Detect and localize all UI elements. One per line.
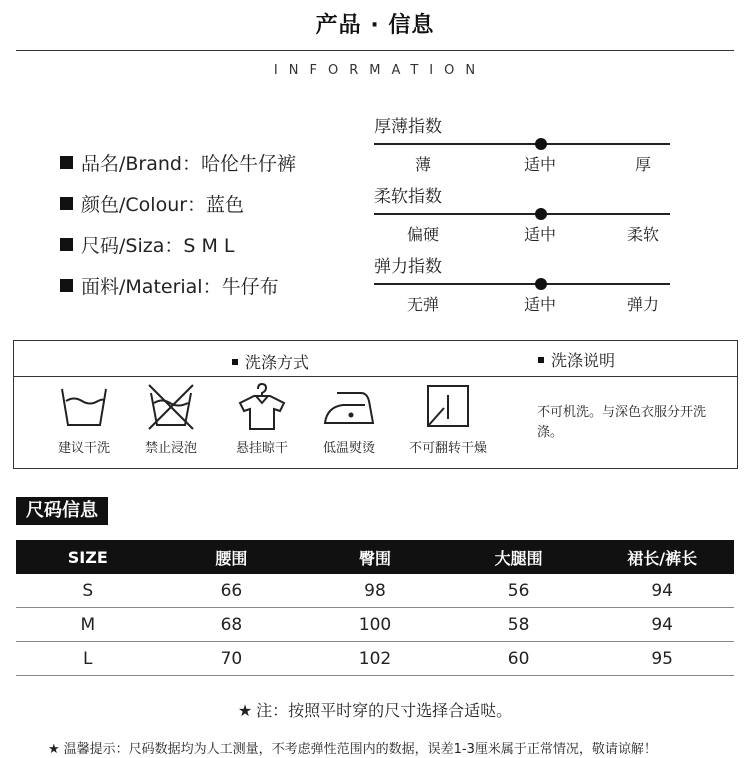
- care-item: [212, 383, 312, 456]
- spec-list: [60, 142, 296, 306]
- care-description: 不可机洗。与深色衣服分开洗涤。: [537, 405, 707, 440]
- table-cell: 68: [220, 614, 243, 635]
- bullet-square-icon: [538, 357, 544, 363]
- page-title: 产品 · 信息: [315, 13, 435, 38]
- dry-clean-basin-icon: [58, 383, 110, 431]
- size-note-text: 注：按照平时穿的尺寸选择合适哒。: [256, 701, 513, 720]
- scale-label: 柔软: [626, 225, 659, 244]
- care-label: 不可翻转干燥: [408, 441, 487, 456]
- spec-item-material: [60, 265, 296, 306]
- title-divider: [16, 50, 734, 51]
- scale-label: 适中: [523, 155, 556, 174]
- care-header: [14, 341, 737, 377]
- spec-item-colour: [60, 183, 296, 224]
- scale-marker-icon: [535, 278, 547, 290]
- table-row: [16, 574, 734, 608]
- table-cell: 94: [651, 580, 673, 601]
- scale-label: 适中: [523, 225, 556, 244]
- low-iron-icon: [321, 383, 377, 431]
- softness-scale: [374, 182, 670, 252]
- warm-tip: [48, 738, 657, 757]
- bullet-square-icon: [60, 238, 73, 251]
- table-cell: 98: [364, 580, 386, 601]
- spec-item-brand: [60, 142, 296, 183]
- care-panel: [13, 340, 738, 469]
- scale-label: 适中: [523, 295, 556, 314]
- no-tumble-dry-icon: [424, 383, 472, 431]
- scale-title: 柔软指数: [374, 187, 442, 207]
- elasticity-scale: [374, 252, 670, 322]
- spec-text: 颜色/Colour：蓝色: [81, 194, 245, 216]
- bullet-square-icon: [60, 156, 73, 169]
- care-item: [299, 383, 399, 456]
- care-item: [34, 383, 134, 456]
- table-cell: 66: [220, 580, 243, 601]
- care-method-heading: [232, 350, 309, 373]
- column-header: 腰围: [215, 548, 248, 568]
- bullet-square-icon: [232, 359, 238, 365]
- page-subtitle: INFORMATION: [273, 63, 487, 78]
- table-cell: 94: [651, 614, 673, 635]
- scale-label: 偏硬: [406, 225, 439, 244]
- index-scales: [374, 112, 670, 322]
- size-note: [0, 698, 750, 721]
- table-cell: 100: [358, 614, 392, 635]
- care-label: 悬挂晾干: [235, 441, 288, 456]
- size-info-heading: 尺码信息: [16, 497, 108, 525]
- spec-item-size: [60, 224, 296, 265]
- size-table: [16, 540, 734, 676]
- table-cell: S: [82, 580, 94, 601]
- care-method-title: 洗涤方式: [245, 353, 310, 372]
- table-cell: 58: [507, 614, 530, 635]
- column-header: 臀围: [358, 548, 391, 568]
- scale-label: 弹力: [626, 295, 659, 314]
- table-row: [16, 642, 734, 676]
- care-label: 建议干洗: [57, 441, 110, 456]
- table-cell: L: [83, 648, 93, 669]
- spec-text: 品名/Brand：哈伦牛仔裤: [81, 153, 296, 175]
- star-icon: ★: [237, 701, 253, 720]
- column-header: SIZE: [67, 547, 108, 567]
- scale-line: [374, 213, 670, 215]
- table-cell: 70: [220, 648, 243, 669]
- scale-title: 厚薄指数: [374, 117, 442, 137]
- table-cell: M: [80, 614, 96, 635]
- scale-label: 厚: [634, 155, 651, 174]
- thickness-scale: [374, 112, 670, 182]
- table-cell: 60: [507, 648, 530, 669]
- bullet-square-icon: [60, 279, 73, 292]
- bullet-square-icon: [60, 197, 73, 210]
- scale-marker-icon: [535, 138, 547, 150]
- star-icon: ★: [48, 742, 60, 757]
- table-cell: 56: [507, 580, 530, 601]
- hang-dry-icon: [236, 383, 288, 431]
- care-label: 禁止浸泡: [144, 441, 197, 456]
- care-label: 低温熨烫: [322, 441, 375, 456]
- scale-label: 薄: [414, 155, 431, 174]
- column-header: 裙长/裤长: [627, 548, 698, 568]
- table-row: [16, 608, 734, 642]
- scale-marker-icon: [535, 208, 547, 220]
- spec-text: 面料/Material：牛仔布: [81, 276, 279, 298]
- table-cell: 102: [358, 648, 392, 669]
- care-desc-title: 洗涤说明: [551, 351, 616, 370]
- spec-text: 尺码/Siza：S M L: [81, 235, 235, 257]
- scale-line: [374, 283, 670, 285]
- care-item: [398, 383, 498, 456]
- scale-title: 弹力指数: [374, 257, 442, 277]
- care-item: [121, 383, 221, 456]
- scale-line: [374, 143, 670, 145]
- column-header: 大腿围: [494, 548, 543, 568]
- table-header-row: [16, 540, 734, 574]
- care-desc-heading: [538, 348, 615, 371]
- warm-tip-text: 温馨提示：尺码数据均为人工测量，不考虑弹性范围内的数据，误差1-3厘米属于正常情况，敬请谅解！: [63, 742, 657, 757]
- no-soak-icon: [145, 383, 197, 431]
- scale-label: 无弹: [406, 295, 439, 314]
- table-cell: 95: [651, 648, 673, 669]
